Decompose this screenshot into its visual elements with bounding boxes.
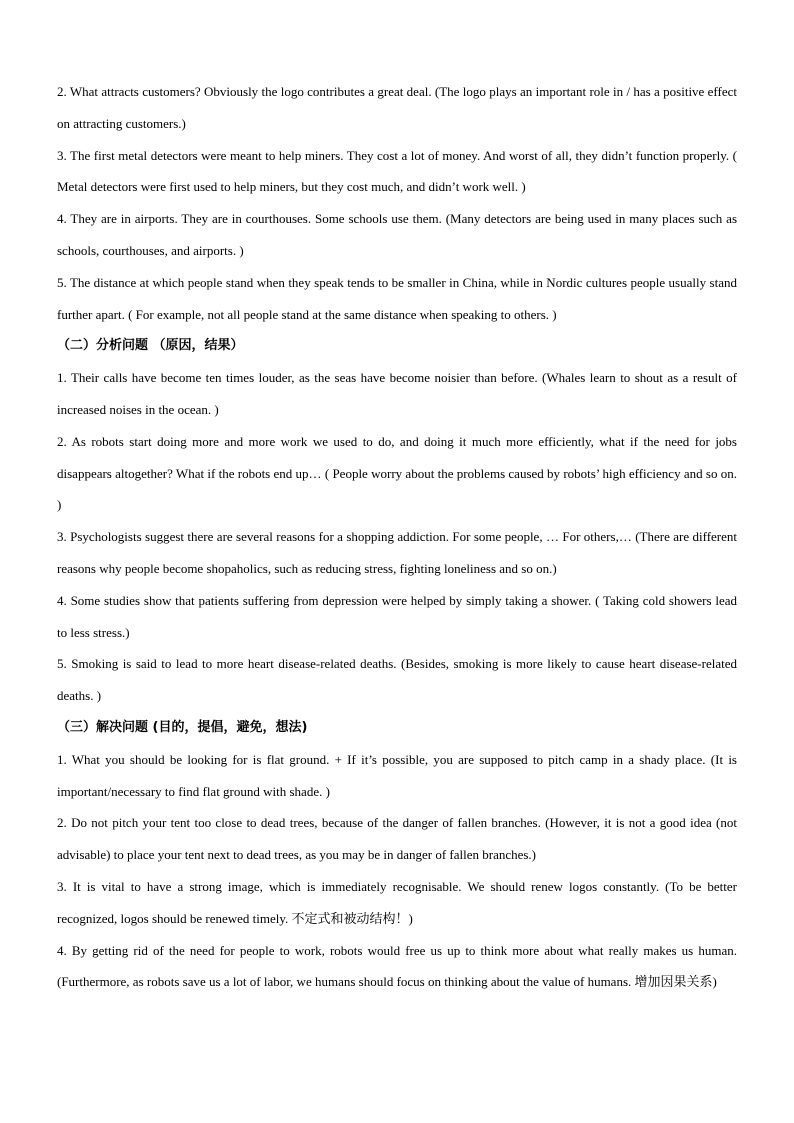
list-item: 2. Do not pitch your tent too close to dead trees, because of the danger of fallen branches. (However, it is not a good idea (not advisable) to place your tent next to dead trees, as you may be in danger of fallen branches.) bbox=[57, 815, 737, 863]
list-item: 2. As robots start doing more and more work we used to do, and doing it much more efficiently, what if the need for jobs disappears altogether? What if the robots end up… ( People worry about the problems caused by robots’ high efficiency and so on. ) bbox=[57, 433, 737, 513]
list-item: 5. Smoking is said to lead to more heart disease-related deaths. (Besides, smoking is more likely to cause heart disease-related deaths. ) bbox=[57, 656, 737, 704]
section-heading-analysis: （二）分析问题 （原因，结果） bbox=[57, 338, 244, 354]
document-page bbox=[57, 76, 737, 998]
list-item: 4. Some studies show that patients suffering from depression were helped by simply taking a shower. ( Taking cold showers lead to less stress.) bbox=[57, 592, 737, 640]
list-item: 1. What you should be looking for is flat ground. + If it’s possible, you are supposed to pitch camp in a shady place. (It is important/necessary to find flat ground with shade. ) bbox=[57, 751, 737, 799]
list-item: 1. Their calls have become ten times louder, as the seas have become noisier than before. (Whales learn to shout as a result of increased noises in the ocean. ) bbox=[57, 370, 737, 417]
list-item: 5. The distance at which people stand when they speak tends to be smaller in China, while in Nordic cultures people usually stand further apart. ( For example, not all people stand at the same distance when speaking to others. ) bbox=[57, 274, 737, 322]
list-item: 2. What attracts customers? Obviously the logo contributes a great deal. (The logo plays an important role in / has a positive effect on attracting customers.) bbox=[57, 84, 737, 131]
list-item: 3. Psychologists suggest there are several reasons for a shopping addiction. For some people, … For others,… (There are different reasons why people become shopaholics, such as reducing stress, fighting loneliness and so on.) bbox=[57, 529, 737, 576]
list-item: 3. It is vital to have a strong image, which is immediately recognisable. We should renew logos constantly. (To be better recognized, logos should be renewed timely. 不定式和被动结构！) bbox=[57, 878, 737, 926]
list-item: 3. The first metal detectors were meant to help miners. They cost a lot of money. And worst of all, they didn’t function properly. ( Metal detectors were first used to help miners, but they cost much, and didn’t work well. ) bbox=[57, 147, 737, 195]
section-heading-solutions: （三）解决问题 (目的，提倡，避免，想法) bbox=[57, 719, 308, 735]
list-item: 4. They are in airports. They are in courthouses. Some schools use them. (Many detectors are being used in many places such as schools, courthouses, and airports. ) bbox=[57, 211, 737, 258]
list-item: 4. By getting rid of the need for people to work, robots would free us up to think more about what really makes us human. (Furthermore, as robots save us a lot of labor, we humans should focus on thinking about the value of humans. 增加因果关系) bbox=[57, 942, 737, 990]
